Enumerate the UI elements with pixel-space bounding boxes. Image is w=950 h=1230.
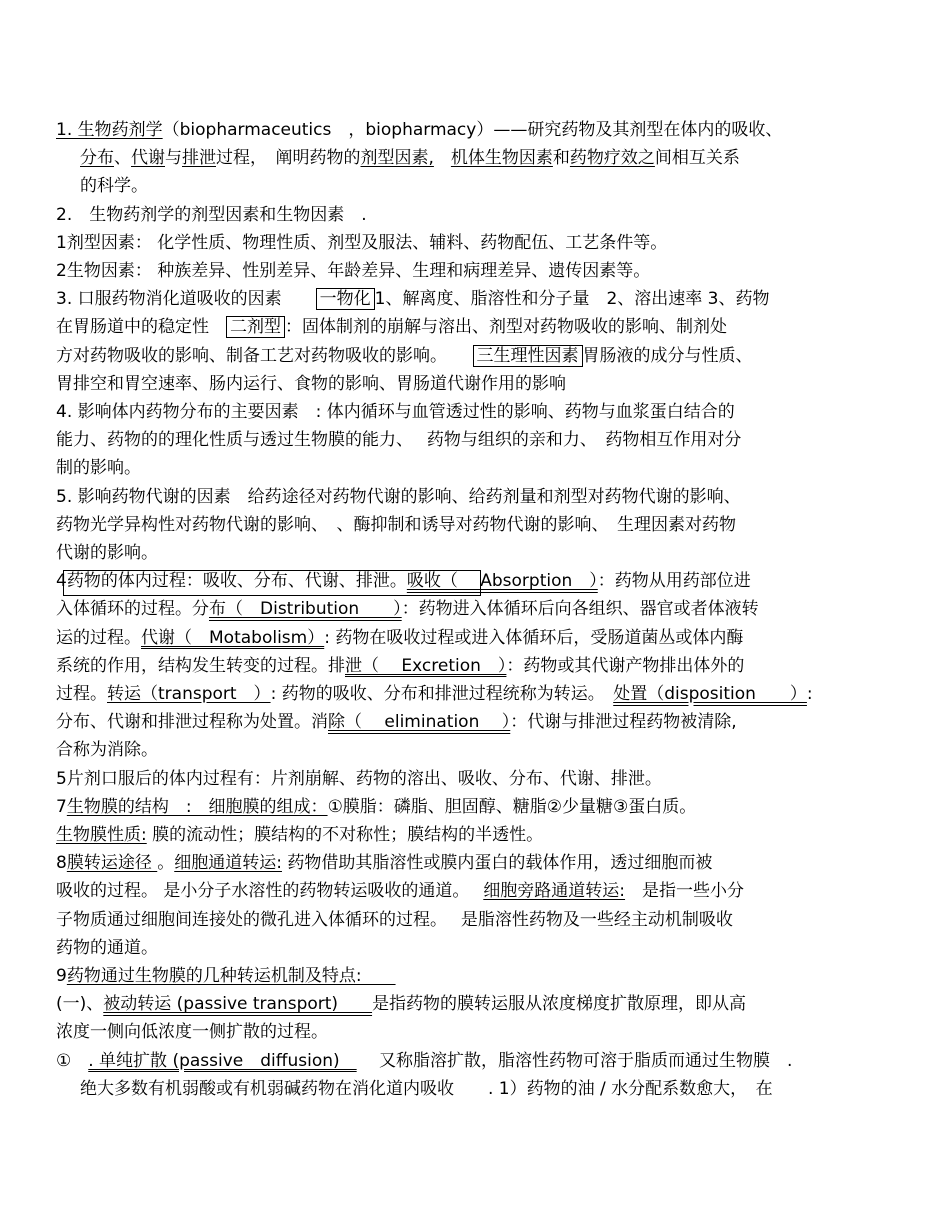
text-run: 制的影响。 [56, 458, 141, 479]
text-line [56, 398, 890, 426]
text-line [56, 821, 890, 849]
text-line [56, 849, 890, 877]
emphasized-term: 代谢 [131, 148, 165, 169]
text-run: 5片剂口服后的体内过程有：片剂崩解、药物的溶出、吸收、分布、代谢、排泄。 [56, 768, 662, 789]
text-run: 和 [552, 148, 570, 169]
text-run: ：药物或其代谢产物排出体外的 [506, 655, 745, 676]
emphasized-term: 药物疗效之 [569, 148, 655, 169]
text-run: 分布、代谢和排泄过程称为处置。消 [56, 712, 328, 733]
text-run: (一)、 [56, 994, 104, 1015]
text-line [56, 483, 890, 511]
text-run: 是指药物的膜转运服从浓度梯度扩散原理，即从高 [372, 994, 747, 1015]
text-run: 2. 生物药剂学的剂型因素和生物因素 . [56, 204, 367, 225]
text-line [56, 595, 890, 623]
text-run: 的科学。 [80, 176, 148, 197]
text-run: 9 [56, 966, 67, 986]
text-run: 1、解离度、脂溶性和分子量 2、溶出速率 3、药物 [374, 289, 770, 310]
text-line [56, 990, 890, 1018]
text-line [56, 116, 890, 144]
text-run: ①膜脂：磷脂、胆固醇、糖脂②少量糖③蛋白质。 [327, 796, 697, 817]
text-line [80, 1075, 890, 1103]
text-line [56, 652, 890, 680]
text-run: 与 [165, 148, 182, 169]
text-line [56, 313, 890, 341]
text-line [56, 1018, 890, 1046]
emphasized-term: 细胞通道转运: [174, 853, 282, 874]
text-run: 药物光学异构性对药物代谢的影响、 、酶抑制和诱导对药物代谢的影响、 生理因素对药物 [56, 514, 736, 535]
text-run: 7 [56, 796, 67, 817]
emphasized-term: 剂型因素, [360, 148, 434, 169]
text-line [56, 257, 890, 285]
text-line [56, 567, 890, 595]
text-run: 入体循环的过程。分 [56, 599, 209, 620]
text-run: 药物的通道。 [56, 937, 158, 958]
text-run: ：代谢与排泄过程药物被清除, [510, 712, 737, 733]
text-run: ：药物从用药部位进 [597, 571, 751, 592]
text-line [56, 906, 890, 934]
emphasized-term: 1. 生物药剂学 [56, 120, 163, 140]
text-run: 5. 影响药物代谢的因素 给药途径对药物代谢的影响、给药剂量和剂型对药物代谢的影响、 [56, 486, 741, 507]
emphasized-term: 泄（ Excretion ） [345, 655, 507, 676]
text-line [56, 934, 890, 962]
text-line [56, 962, 890, 990]
text-line [56, 285, 890, 313]
text-line [56, 454, 890, 482]
emphasized-term: 排泄 [182, 148, 216, 169]
text-line [56, 765, 890, 793]
text-run: 4药物的体内过程：吸收、分布、代谢、排泄。 [56, 571, 407, 592]
text-run [434, 148, 451, 168]
text-run: 子物质通过细胞间连接处的微孔进入体循环的过程。 是脂溶性药物及一些经主动机制吸收 [56, 909, 733, 930]
emphasized-term: 处置（disposition ） [613, 684, 807, 704]
text-line [56, 426, 890, 454]
emphasized-term: 膜转运途径 [66, 853, 158, 874]
text-run: 吸收的过程。 是小分子水溶性的药物转运吸收的通道。 [56, 881, 484, 902]
text-run: 胃排空和胃空速率、肠内运行、食物的影响、胃肠道代谢作用的影响 [56, 373, 566, 394]
text-line [80, 172, 890, 200]
emphasized-term: 药物通过生物膜的几种转运机制及特点: [66, 966, 396, 986]
emphasized-term: 布（ Distribution ） [209, 599, 402, 620]
text-run: 。 [157, 853, 175, 874]
text-run: ：药物进入体循环后向各组织、器官或者体液转 [401, 599, 759, 620]
emphasized-term: . 单纯扩散 (passive diffusion) [88, 1050, 357, 1071]
emphasized-term: 二剂型 [226, 316, 285, 338]
text-run: : 药物在吸收过程或进入体循环后，受肠道菌丛或体内酶 [324, 627, 744, 648]
text-run: 合称为消除。 [56, 740, 158, 761]
text-run: 是指一些小分 [625, 881, 745, 902]
text-run: : 药物的吸收、分布和排泄过程统称为转运。 [270, 684, 614, 704]
text-run: : [806, 684, 813, 704]
text-run: 过程。 [56, 684, 107, 704]
text-line [56, 624, 890, 652]
emphasized-term: 三生理性因素 [473, 345, 583, 367]
emphasized-term: 分布 [80, 148, 114, 169]
text-run: 间相互关系 [654, 148, 740, 169]
emphasized-term: 除（ elimination ） [328, 712, 511, 733]
text-run: 又称脂溶扩散，脂溶性药物可溶于脂质而通过生物膜 . [356, 1050, 793, 1071]
text-run: 浓度一侧向低浓度一侧扩散的过程。 [56, 1022, 328, 1043]
text-line [56, 539, 890, 567]
text-line [56, 736, 890, 764]
text-run: 胃肠液的成分与性质、 [582, 345, 753, 366]
text-line [56, 201, 890, 229]
emphasized-term: 被动转运 (passive transport) [103, 994, 373, 1015]
text-run: 方对药物吸收的影响、制备工艺对药物吸收的影响。 [56, 345, 473, 366]
text-run: ：固体制剂的崩解与溶出、剂型对药物吸收的影响、制剂处 [285, 317, 727, 338]
emphasized-term: 一物化 [316, 288, 375, 310]
emphasized-term: 生物膜的结构 : 细胞膜的组成： [66, 796, 328, 817]
text-line [56, 680, 890, 708]
text-line [56, 793, 890, 821]
text-line [56, 1047, 890, 1075]
text-line [80, 144, 890, 172]
text-run: 药物借助其脂溶性或膜内蛋白的载体作用，透过细胞而被 [281, 853, 713, 874]
text-line [56, 342, 890, 370]
emphasized-term: 吸收（ Absorption ） [406, 571, 598, 592]
emphasized-term: 细胞旁路通道转运: [483, 881, 626, 902]
text-run: 2生物因素： 种族差异、性别差异、年龄差异、生理和病理差异、遗传因素等。 [56, 261, 651, 281]
emphasized-term: 机体生物因素 [450, 148, 553, 169]
text-line [56, 511, 890, 539]
text-line [56, 708, 890, 736]
text-line [56, 229, 890, 257]
text-run: 能力、药物的的理化性质与透过生物膜的能力、 药物与组织的亲和力、 药物相互作用对分 [56, 430, 742, 451]
emphasized-term: 代谢（ Motabolism） [141, 627, 325, 648]
text-run: 运的过程。 [56, 627, 141, 648]
emphasized-term: 生物膜性质: [56, 825, 147, 845]
text-run: ① [56, 1050, 89, 1071]
text-run: 、 [114, 148, 131, 169]
text-run: 4. 影响体内药物分布的主要因素 : 体内循环与血管透过性的影响、药物与血浆蛋白结合的 [56, 402, 735, 422]
emphasized-term: 转运（transport ） [107, 684, 271, 704]
text-line [56, 877, 890, 905]
text-run: 膜的流动性；膜结构的不对称性；膜结构的半透性。 [146, 825, 544, 845]
text-run: 代谢的影响。 [56, 543, 158, 563]
text-run: 系统的作用，结构发生转变的过程。排 [56, 655, 345, 676]
text-run: 1剂型因素： 化学性质、物理性质、剂型及服法、辅料、药物配伍、工艺条件等。 [56, 232, 668, 253]
text-run: 过程， 阐明药物的 [216, 148, 361, 169]
text-line [56, 370, 890, 398]
text-run: （biopharmaceutics ，biopharmacy）——研究药物及其剂型在体内的吸收、 [162, 120, 783, 140]
text-run: 在胃肠道中的稳定性 [56, 317, 226, 338]
text-run: 绝大多数有机弱酸或有机弱碱药物在消化道内吸收 . 1）药物的油 / 水分配系数愈大， 在 [80, 1078, 773, 1099]
text-run: 3. 口服药物消化道吸收的因素 [56, 289, 316, 310]
text-run: 8 [56, 853, 67, 874]
